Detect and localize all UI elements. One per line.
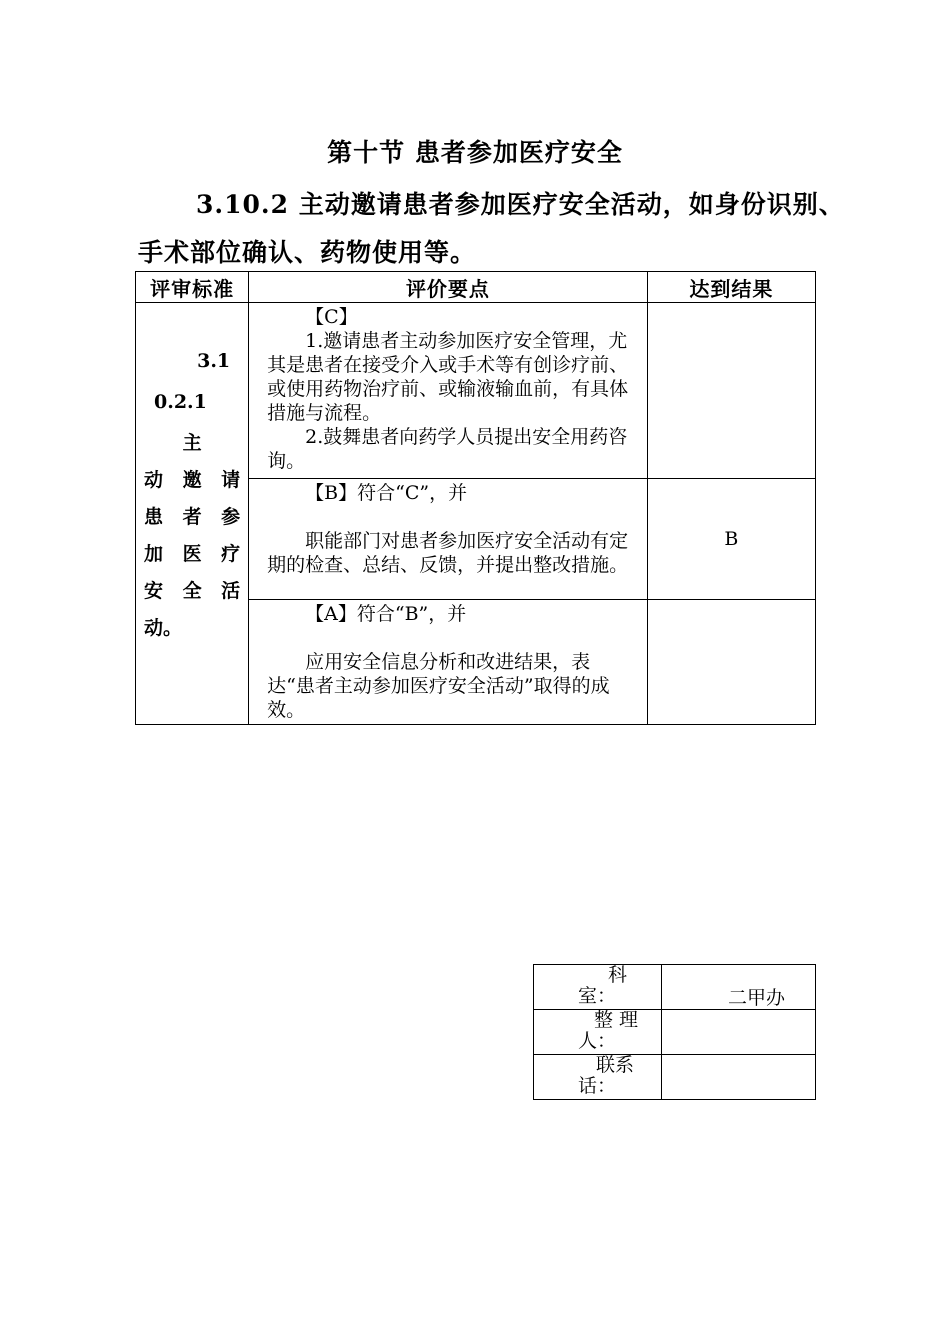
info-table [533,964,816,1100]
level-c-points [249,303,648,479]
level-b-points [249,479,648,600]
info-row-phone [534,1055,816,1100]
department-label-part: 室： [578,985,617,1007]
level-a-heading: 【A】符合“B”，并 [305,603,467,625]
standard-line: 3.1 [197,350,231,372]
level-a-points [249,600,648,725]
level-c-item: 1.邀请患者主动参加医疗安全管理，尤其是患者在接受介入或手术等有创诊疗前、或使用药物治疗前、或输液输血前，有具体措施与流程。 [267,330,629,424]
info-row-organizer [534,1010,816,1055]
department-label [534,965,662,1010]
organizer-value [662,1010,816,1055]
standard-line: 0.2.1 [154,391,207,413]
level-c-heading: 【C】 [305,306,358,328]
header-standard: 评审标准 [136,272,249,303]
level-c-result [647,303,815,479]
level-b-heading: 【B】符合“C”，并 [305,482,468,504]
standard-line: 动 邀 请 [144,469,241,491]
organizer-label [534,1010,662,1055]
standard-line: 主 [182,432,202,454]
section-heading-line1: 3.10.2 主动邀请患者参加医疗安全活动，如身份识别、 [196,190,845,219]
evaluation-table [135,271,816,725]
standard-line: 加 医 疗 [144,543,241,565]
standard-line: 动。 [144,617,183,639]
phone-label [534,1055,662,1100]
level-b-item: 职能部门对患者参加医疗安全活动有定期的检查、总结、反馈，并提出整改措施。 [267,530,629,576]
organizer-label-part: 人： [578,1030,617,1052]
level-b-result: B [647,479,815,600]
department-value-text: 二甲办 [728,987,786,1009]
header-result: 达到结果 [647,272,815,303]
level-a-item: 应用安全信息分析和改进结果，表达“患者主动参加医疗安全活动”取得的成效。 [267,651,610,721]
page-title: 第十节 患者参加医疗安全 [327,138,623,167]
header-points: 评价要点 [249,272,648,303]
department-label-part: 科 [608,964,628,986]
level-c-item: 2.鼓舞患者向药学人员提出安全用药咨询。 [267,426,628,472]
info-row-department [534,965,816,1010]
phone-value [662,1055,816,1100]
section-heading-line2: 手术部位确认、药物使用等。 [138,238,477,267]
department-value [662,965,816,1010]
table-row [136,303,816,479]
standard-line: 安 全 活 [144,580,241,602]
standard-line: 患 者 参 [144,506,241,528]
organizer-label-part: 整理 [594,1009,645,1031]
phone-label-part: 联系 [596,1054,635,1076]
standard-cell [136,303,249,725]
level-a-result [647,600,815,725]
phone-label-part: 话： [578,1075,617,1097]
table-header-row [136,272,816,303]
